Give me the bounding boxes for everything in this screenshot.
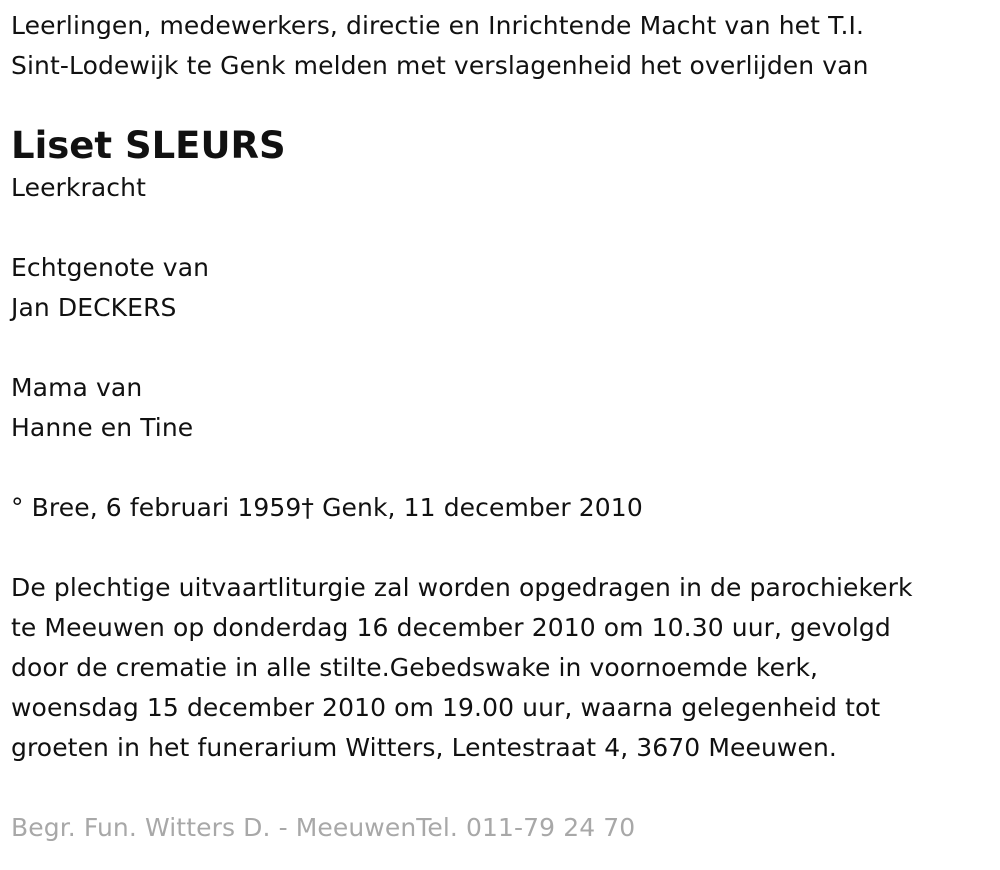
- ceremony-line: door de crematie in alle stilte.Gebedswake in voornoemde kerk,: [11, 653, 819, 682]
- ceremony-line: groeten in het funerarium Witters, Lentestraat 4, 3670 Meeuwen.: [11, 733, 837, 762]
- spacer: [11, 328, 986, 368]
- funeral-home-footer: Begr. Fun. Witters D. - MeeuwenTel. 011-79 24 70: [11, 813, 636, 842]
- deceased-role: Leerkracht: [11, 173, 146, 202]
- spacer: [11, 528, 986, 568]
- ceremony-line: te Meeuwen op donderdag 16 december 2010 om 10.30 uur, gevolgd: [11, 613, 891, 642]
- ceremony-line: woensdag 15 december 2010 om 19.00 uur, waarna gelegenheid tot: [11, 693, 881, 722]
- intro-line-1: Leerlingen, medewerkers, directie en Inrichtende Macht van het T.I.: [11, 11, 865, 40]
- birth-death-dates: ° Bree, 6 februari 1959† Genk, 11 december 2010: [11, 493, 643, 522]
- spacer: [11, 768, 986, 808]
- deceased-name: Liset SLEURS: [11, 124, 286, 167]
- ceremony-line: De plechtige uitvaartliturgie zal worden opgedragen in de parochiekerk: [11, 573, 913, 602]
- obituary-notice: [11, 6, 986, 848]
- spouse-name: Jan DECKERS: [11, 293, 177, 322]
- spacer: [11, 208, 986, 248]
- intro-line-2: Sint-Lodewijk te Genk melden met verslagenheid het overlijden van: [11, 51, 869, 80]
- children-label: Mama van: [11, 373, 143, 402]
- spouse-label: Echtgenote van: [11, 253, 210, 282]
- children-names: Hanne en Tine: [11, 413, 194, 442]
- spacer: [11, 448, 986, 488]
